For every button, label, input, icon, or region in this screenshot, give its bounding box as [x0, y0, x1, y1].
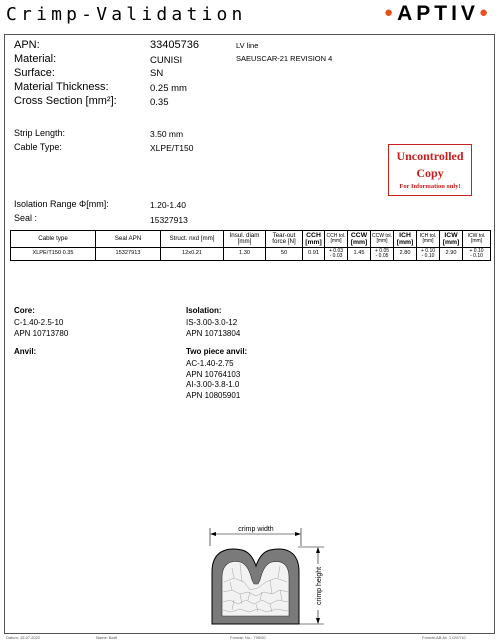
cell-insul: 1.30: [224, 248, 266, 261]
stamp-line-3: For Information only!: [399, 183, 461, 190]
table-row: [11, 248, 491, 261]
thickness-value: 0.25 mm: [150, 83, 187, 94]
footer-format-ab: Format-AB-Nr. 1.0/07/10: [422, 635, 466, 640]
surface-label: Surface:: [14, 67, 55, 79]
isolation-line-2: APN 10713804: [186, 328, 241, 338]
cross-section-label: Cross Section [mm²]:: [14, 95, 117, 107]
core-details: [14, 318, 68, 339]
spec-reference: SAEUSCAR-21 REVISION 4: [236, 54, 333, 63]
header-ccw-tol: CCW tol. [mm]: [371, 231, 394, 248]
uncontrolled-copy-stamp: [388, 144, 472, 196]
cable-type-label: Cable Type:: [14, 142, 62, 152]
header-tear-out: Tear-out force [N]: [266, 231, 303, 248]
header-ich: ICH [mm]: [394, 231, 417, 248]
cell-ich-tol: [417, 248, 440, 261]
crimp-cross-section-drawing: [200, 520, 330, 630]
isolation-line-1: IS-3.00-3.0-12: [186, 318, 238, 327]
apn-label: APN:: [14, 39, 40, 51]
cell-cch-tol: [325, 248, 348, 261]
cell-seal-apn: 15327913: [96, 248, 161, 261]
cch-tol-minus: - 0.03: [329, 253, 343, 259]
core-line-1: C-1.40-2.5-10: [14, 318, 64, 327]
width-arrow-right: [295, 532, 301, 536]
two-piece-line-2: APN 10764103: [186, 369, 241, 379]
isolation-heading: Isolation:: [186, 306, 222, 315]
cross-section-value: 0.35: [150, 97, 169, 108]
footer-date: Datum: 15.07.2022: [6, 635, 41, 640]
header-insul-diam: Insul. diam [mm]: [224, 231, 266, 248]
table-header-row: [11, 231, 491, 248]
thickness-label: Material Thickness:: [14, 81, 109, 93]
header-cch-tol: CCH tol. [mm]: [325, 231, 348, 248]
footer-format-no: Format: No.: 755/00: [230, 635, 266, 640]
apn-value: 33405736: [150, 39, 199, 51]
stamp-line-1: Uncontrolled: [396, 149, 464, 163]
logo-text: APTIV: [397, 2, 479, 25]
strip-length-label: Strip Length:: [14, 128, 66, 138]
cell-icw: 2.90: [440, 248, 463, 261]
cell-icw-tol: [463, 248, 491, 261]
seal-value: 15327913: [150, 215, 188, 225]
cell-cch: 0.91: [303, 248, 325, 261]
height-arrow-bottom: [316, 618, 320, 624]
crimp-width-label: crimp width: [238, 526, 274, 533]
header-icw: ICW [mm]: [440, 231, 463, 248]
aptiv-logo: [384, 2, 492, 26]
isolation-range-value: 1.20-1.40: [150, 200, 186, 210]
logo-dot-right: ●: [478, 4, 492, 21]
stamp-line-2: Copy: [416, 166, 444, 180]
cell-ccw: 1.45: [348, 248, 371, 261]
logo-dot-left: ●: [384, 4, 398, 21]
cell-ich: 2.80: [394, 248, 417, 261]
anvil-heading: Anvil:: [14, 347, 37, 356]
header-cable-type: Cable type: [11, 231, 96, 248]
cch-tol-plus: + 0.03: [328, 248, 344, 254]
icw-tol-minus: - 0.10: [470, 253, 483, 259]
page-title: Crimp-Validation: [6, 4, 247, 25]
header-ich-tol: ICH tol. [mm]: [417, 231, 440, 248]
seal-label: Seal :: [14, 213, 38, 223]
crimp-height-label: crimp height: [316, 566, 323, 606]
height-arrow-top: [316, 547, 320, 553]
icw-tol-plus: + 0.10: [469, 248, 484, 254]
strip-length-value: 3.50 mm: [150, 129, 184, 139]
two-piece-line-4: APN 10805901: [186, 390, 241, 400]
header-icw-tol: ICW tol. [mm]: [463, 231, 491, 248]
header-seal-apn: Seal APN: [96, 231, 161, 248]
header-ccw: CCW [mm]: [348, 231, 371, 248]
page-header: [0, 0, 500, 32]
isolation-range-label: Isolation Range Φ[mm]:: [14, 199, 109, 209]
two-piece-line-3: AI-3.00-3.8-1.0: [186, 380, 240, 390]
header-cch: CCH [mm]: [303, 231, 325, 248]
header-struct: Struct. nxd [mm]: [161, 231, 224, 248]
ich-tol-plus: + 0.10: [420, 248, 436, 254]
ccw-tol-minus: - 0.05: [375, 253, 389, 259]
two-piece-line-1: AC-1.40-2.75: [186, 359, 234, 368]
ccw-tol-plus: + 0.05: [374, 248, 390, 254]
material-label: Material:: [14, 53, 57, 65]
material-value: CUNISI: [150, 55, 183, 66]
cell-cable-type: XLPE/T150 0.35: [11, 248, 96, 261]
ich-tol-minus: - 0.10: [421, 253, 435, 259]
cell-ccw-tol: [371, 248, 394, 261]
core-heading: Core:: [14, 306, 35, 315]
footer-name: Name: Bartl: [96, 635, 118, 640]
core-line-2: APN 10713780: [14, 328, 69, 338]
surface-value: SN: [150, 68, 164, 79]
isolation-details: [186, 318, 240, 339]
cable-type-value: XLPE/T150: [150, 143, 194, 153]
cell-tear: 50: [266, 248, 303, 261]
cell-struct: 12x0.21: [161, 248, 224, 261]
width-arrow-left: [210, 532, 216, 536]
crimp-spec-table: [10, 230, 491, 261]
two-piece-anvil-details: [186, 359, 240, 401]
two-piece-anvil-heading: Two piece anvil:: [186, 347, 248, 356]
line-type: LV line: [236, 41, 259, 50]
